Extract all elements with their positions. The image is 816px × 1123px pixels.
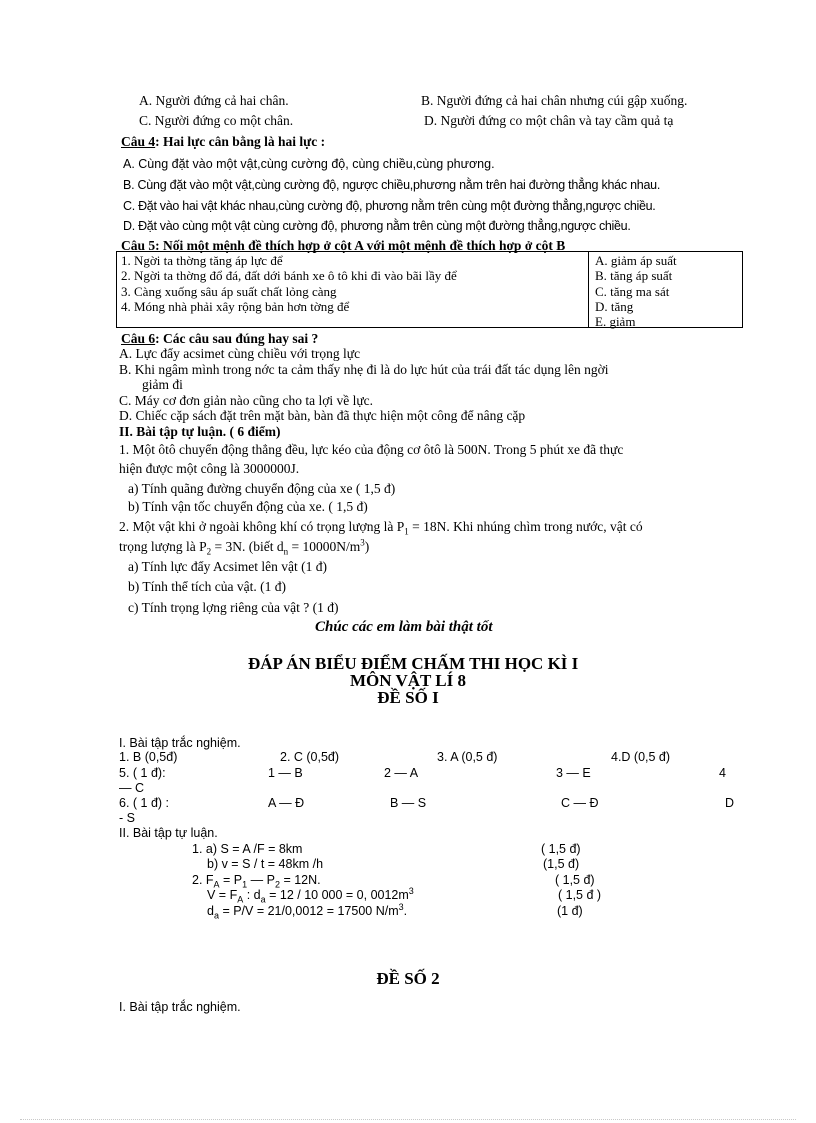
answer-1a-score: ( 1,5 đ)	[541, 842, 581, 856]
col-a-item-2: 2. Ngời ta thờng đổ đá, đất dới bánh xe ô tô khi đi vào bãi lầy để	[121, 268, 457, 283]
a2d-pre: d	[207, 904, 214, 918]
cau3-option-a: A. Người đứng cả hai chân.	[139, 93, 289, 108]
answer-q5-wrap: — C	[119, 781, 144, 795]
answer-2-force-score: ( 1,5 đ)	[555, 873, 595, 887]
a2v-mid: : d	[243, 888, 261, 902]
answer-q5-pair-4: 4	[719, 766, 726, 780]
answer-q6-pair-3: C — Đ	[561, 796, 599, 810]
problem2-part-c: c) Tính trọng lợng riêng của vật ? (1 đ)	[128, 600, 339, 615]
cau6-label: Câu 6	[121, 331, 156, 346]
p2-sub-2: 2	[206, 546, 212, 557]
cau5-label: Câu 5	[121, 238, 156, 253]
cau4-option-b: B. Cùng đặt vào một vật,cùng cường độ, ngược chiều,phương nằm trên hai đường thẳng khác nhau.	[123, 178, 661, 192]
p2-sup-3: 3	[360, 537, 365, 548]
answer-q6-pair-4: D	[725, 796, 735, 810]
answer-q4: 4.D (0,5 đ)	[611, 750, 671, 764]
matching-table	[116, 251, 743, 328]
answer-2-force	[192, 873, 321, 888]
answer-q5-pair-3: 3 — E	[556, 766, 591, 780]
answer-1b-score: (1,5 đ)	[543, 857, 580, 871]
col-a-item-3: 3. Càng xuống sâu áp suất chất lỏng càng	[121, 284, 337, 299]
cau3-option-b: B. Người đứng cả hai chân nhưng cúi gập xuống.	[421, 93, 688, 108]
p2-line2-post: = 10000N/m	[288, 539, 361, 554]
p2-line2-text: trọng lượng là P	[119, 539, 207, 554]
problem2-part-a: a) Tính lực đẩy Acsimet lên vật (1 đ)	[128, 559, 328, 574]
a2-rest: = P	[219, 873, 243, 887]
answer-key-title: ĐÁP ÁN BIỂU ĐIỂM CHẤM THI HỌC KÌ I	[248, 654, 579, 673]
table-column-divider	[588, 252, 589, 327]
p2-line2-end: )	[364, 539, 370, 554]
cau5-text: : Nối một mệnh đề thích hợp ở cột A với một mệnh đề thích hợp ở cột B	[155, 238, 566, 253]
a2v-post: = 12 / 10 000 = 0, 0012m	[265, 888, 409, 902]
cau6-item-a: A. Lực đẩy acsimet cùng chiều với trọng lực	[119, 346, 361, 361]
cau4-text: : Hai lực cân bằng là hai lực :	[155, 134, 326, 149]
answer-q5-pair-2: 2 — A	[384, 766, 419, 780]
p2-sub-n: n	[283, 546, 289, 557]
cau4-option-a: A. Cùng đặt vào một vật,cùng cường độ, cùng chiều,cùng phương.	[123, 157, 495, 171]
a2-rest2: — P	[247, 873, 275, 887]
problem2-part-b: b) Tính thể tích của vật. (1 đ)	[128, 579, 286, 594]
problem2-line1	[119, 519, 643, 537]
a2-sub-2: 2	[274, 879, 280, 890]
p2-sub-1: 1	[404, 526, 409, 537]
col-b-item-b: B. tăng áp suất	[595, 268, 673, 283]
problem2-line2	[119, 537, 370, 557]
answer-2-volume	[207, 885, 414, 905]
p2-line1-text: 2. Một vật khi ở ngoài không khí có trọng lượng là P	[119, 519, 405, 534]
p2-line2-mid: = 3N. (biết d	[211, 539, 284, 554]
answer-q5-pair-1: 1 — B	[268, 766, 303, 780]
answer-1a: 1. a) S = A /F = 8km	[192, 842, 303, 856]
problem1-line1: 1. Một ôtô chuyển động thẳng đều, lực kéo của động cơ ôtô là 500N. Trong 5 phút xe đã thực	[119, 442, 624, 457]
answers-section2-heading: II. Bài tập tự luận.	[119, 826, 218, 840]
cau6-question	[121, 331, 318, 346]
problem1-part-b: b) Tính vận tốc chuyển động của xe. ( 1,5 đ)	[128, 499, 368, 514]
a2d-end: .	[403, 904, 408, 918]
col-b-item-e: E. giảm	[595, 314, 636, 329]
cau6-item-d: D. Chiếc cặp sách đặt trên mặt bàn, bàn đã thực hiện một công để nâng cặp	[119, 408, 526, 423]
a2v-sub-A: A	[237, 894, 244, 905]
closing-wish: Chúc các em làm bài thật tốt	[315, 619, 493, 635]
answer-1b: b) v = S / t = 48km /h	[207, 857, 324, 871]
page-bottom-divider	[20, 1119, 796, 1120]
answer-q6-pair-1: A — Đ	[268, 796, 305, 810]
col-b-item-d: D. tăng	[595, 299, 634, 314]
a2-rest3: = 12N.	[279, 873, 321, 887]
answer-q6-pair-2: B — S	[390, 796, 427, 810]
problem1-part-a: a) Tính quãng đường chuyển động của xe ( 1,5 đ)	[128, 481, 396, 496]
col-b-item-a: A. giảm áp suất	[595, 253, 677, 268]
a2d-post: = P/V = 21/0,0012 = 17500 N/m	[218, 904, 399, 918]
cau6-item-c: C. Máy cơ đơn giản nào cũng cho ta lợi về lực.	[119, 393, 374, 408]
answer-2-density-score: (1 đ)	[557, 904, 583, 918]
a2d-sub-a: a	[213, 910, 219, 921]
cau4-label: Câu 4	[121, 134, 156, 149]
answer-q5-label: 5. ( 1 đ):	[119, 766, 166, 780]
subject-title: MÔN VẬT LÍ 8	[349, 671, 467, 690]
exam-2-title: ĐỀ SỐ 2	[376, 969, 440, 988]
cau6-item-b-wrap: giảm đi	[142, 377, 183, 392]
a2v-sub-a: a	[260, 894, 266, 905]
a2-sub-A: A	[213, 879, 220, 890]
cau6-text: : Các câu sau đúng hay sai ?	[155, 331, 319, 346]
answer-q6-wrap: - S	[119, 811, 135, 825]
exam-number-title: ĐỀ SỐ I	[377, 688, 439, 707]
exam-2-section1-heading: I. Bài tập trắc nghiệm.	[119, 1000, 241, 1014]
answer-2-density	[207, 901, 408, 921]
answer-q3: 3. A (0,5 đ)	[437, 750, 498, 764]
answer-2-volume-score: ( 1,5 đ )	[558, 888, 602, 902]
cau6-item-b: B. Khi ngâm mình trong nớc ta cảm thấy nhẹ đi là do lực hút của trái đất tác dụng lên ngời	[119, 362, 609, 377]
a2-f: 2. F	[192, 873, 214, 887]
p2-line1-post: = 18N. Khi nhúng chìm trong nước, vật có	[408, 519, 643, 534]
a2d-sup-3: 3	[398, 901, 404, 912]
a2v-sup-3: 3	[408, 885, 414, 896]
part2-heading: II. Bài tập tự luận. ( 6 điểm)	[119, 424, 281, 439]
answer-q1: 1. B (0,5đ)	[119, 750, 178, 764]
a2v-pre: V = F	[207, 888, 238, 902]
col-a-item-4: 4. Móng nhà phải xây rộng bản hơn tờng để	[121, 299, 350, 314]
col-a-item-1: 1. Ngời ta thờng tăng áp lực để	[121, 253, 283, 268]
cau4-question	[121, 134, 325, 149]
cau4-option-d: D. Đặt vào cùng một vật cùng cường độ, phương nằm trên cùng một đường thẳng,ngược chiều.	[123, 219, 631, 233]
answer-q6-label: 6. ( 1 đ) :	[119, 796, 170, 810]
cau3-option-d: D. Người đứng co một chân và tay cầm quả tạ	[424, 113, 674, 128]
cau3-option-c: C. Người đứng co một chân.	[139, 113, 294, 128]
answers-section1-heading: I. Bài tập trắc nghiệm.	[119, 736, 241, 750]
answer-q2: 2. C (0,5đ)	[280, 750, 340, 764]
a2-sub-1: 1	[242, 879, 248, 890]
col-b-item-c: C. tăng ma sát	[595, 284, 670, 299]
cau4-option-c: C. Đặt vào hai vật khác nhau,cùng cường độ, phương nằm trên cùng một đường thẳng,ngược chiều.	[123, 199, 656, 213]
problem1-line2: hiện được một công là 3000000J.	[119, 461, 300, 476]
